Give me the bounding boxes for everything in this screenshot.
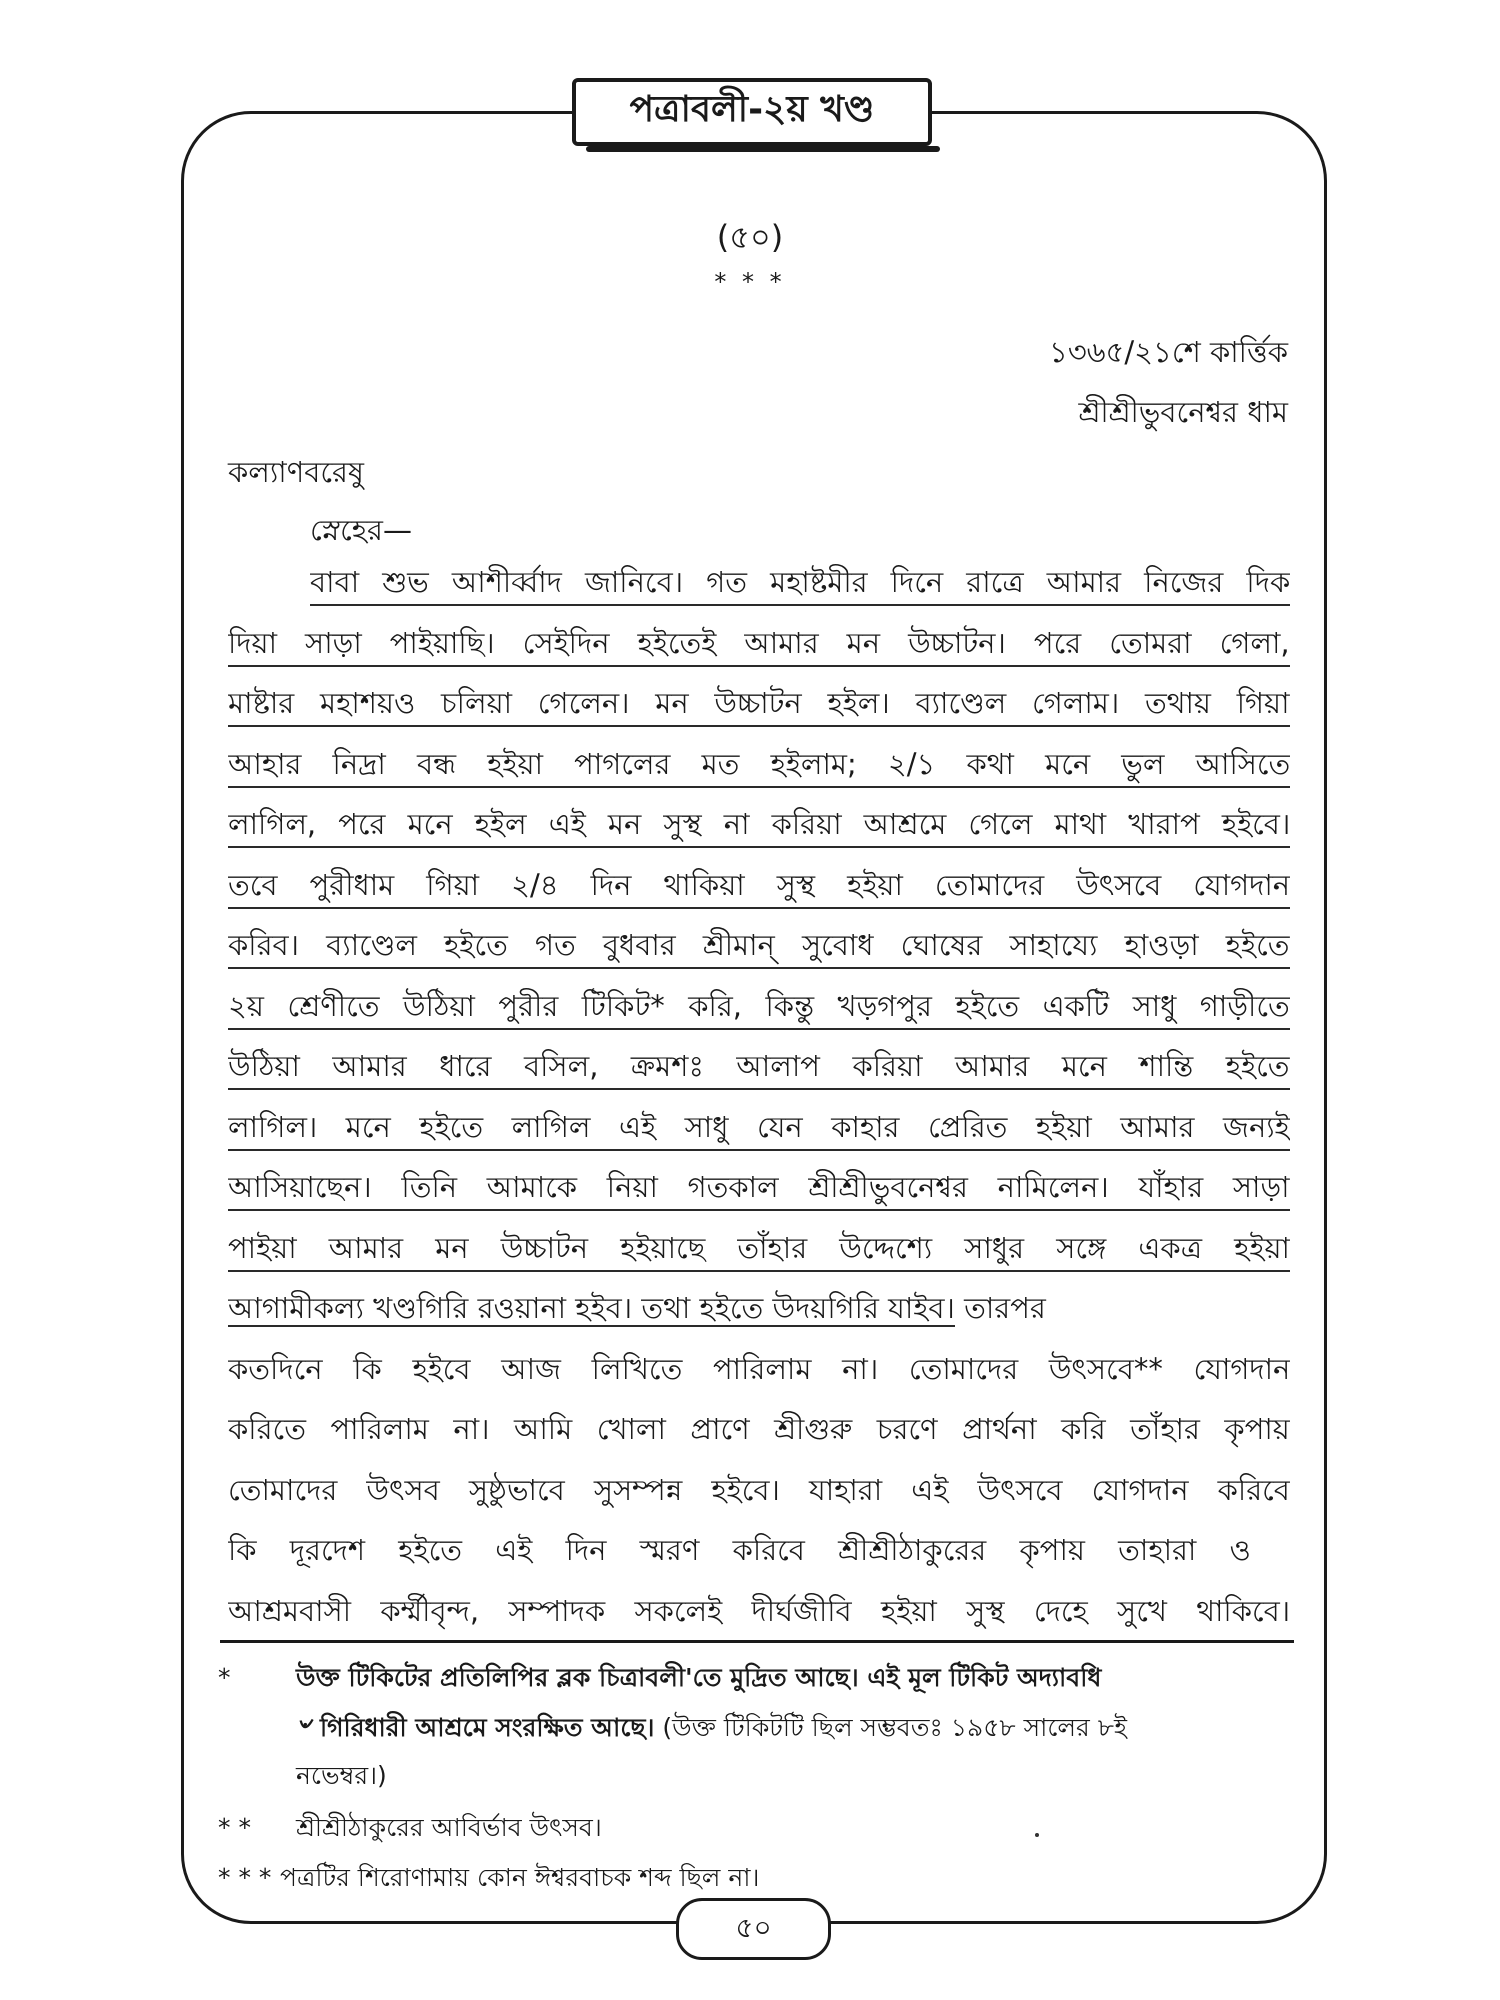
footnote-1-text: (উক্ত টিকিটটি ছিল সম্ভবতঃ ১৯৫৮ সালের ৮ই: [654, 1713, 1127, 1742]
letter-line: [228, 1347, 1290, 1391]
letter-line-text: আশ্রমবাসী কর্ম্মীবৃন্দ, সম্পাদক সকলেই দীর্ঘজীবি হইয়া সুস্থ দেহে সুখে থাকিবে।: [228, 1593, 1290, 1628]
letter-line-text: আহার নিদ্রা বন্ধ হইয়া পাগলের মত হইলাম; ২/১ কথা মনে ভুল আসিতে: [228, 742, 1290, 788]
letter-line: [228, 1286, 1290, 1330]
letter-line-text: উঠিয়া আমার ধারে বসিল, ক্রমশঃ আলাপ করিয়া আমার মনে শান্তি হইতে: [228, 1044, 1290, 1090]
letter-line: [228, 1105, 1290, 1151]
letter-number: (৫০): [716, 218, 784, 256]
letter-line-text: তোমাদের উৎসব সুষ্ঠুভাবে সুসম্পন্ন হইবে। যাহারা এই উৎসবে যোগদান করিবে: [228, 1472, 1290, 1507]
letter-line: [228, 1589, 1290, 1633]
letter-line: [228, 1407, 1290, 1451]
letter-line-text: [228, 1286, 1046, 1330]
footnote-2-text: শ্রীশ্রীঠাকুরের আবির্ভাব উৎসব।: [296, 1813, 602, 1842]
salutation: কল্যাণবরেষু: [228, 455, 364, 489]
footnote-1-mark: *: [218, 1663, 231, 1692]
letter-line-text: তবে পুরীধাম গিয়া ২/৪ দিন থাকিয়া সুস্থ হইয়া তোমাদের উৎসবে যোগদান: [228, 863, 1290, 909]
letter-line: [228, 984, 1290, 1030]
greeting: স্নেহের—: [310, 513, 412, 547]
letter-line-text: দিয়া সাড়া পাইয়াছি। সেইদিন হইতেই আমার মন উচ্চাটন। পরে তোমরা গেলা,: [228, 621, 1290, 667]
letter-line-text: লাগিল, পরে মনে হইল এই মন সুস্থ না করিয়া আশ্রমে গেলে মাথা খারাপ হইবে।: [228, 802, 1290, 848]
underlined-text: আগামীকল্য খণ্ডগিরি রওয়ানা হইব। তথা হইতে উদয়গিরি যাইব।: [228, 1291, 955, 1325]
letter-line: [228, 923, 1290, 969]
letter-line: [228, 1226, 1290, 1272]
letter-stars: * * *: [714, 268, 786, 296]
letter-line-text: ২য় শ্রেণীতে উঠিয়া পুরীর টিকিট* করি, কিন্তু খড়গপুর হইতে একটি সাধু গাড়ীতে: [228, 984, 1290, 1030]
letter-line: [228, 621, 1290, 667]
letter-date: ১৩৬৫/২১শে কার্ত্তিক: [1049, 335, 1288, 369]
letter-line-text: কতদিনে কি হইবে আজ লিখিতে পারিলাম না। তোমাদের উৎসবে** যোগদান: [228, 1351, 1290, 1386]
header-title-text: পত্রাবলী-২য় খণ্ড: [629, 89, 875, 130]
letter-line: [228, 802, 1290, 848]
letter-line: [228, 742, 1290, 788]
letter-line: [228, 1165, 1290, 1211]
speck: [1035, 1833, 1039, 1837]
footnote-1-line-2: [296, 1706, 1127, 1750]
page-number: ৫০: [735, 1910, 772, 1944]
page-number-box: [676, 1898, 831, 1960]
letter-line-text: করিতে পারিলাম না। আমি খোলা প্রাণে শ্রীগুরু চরণে প্রার্থনা করি তাঁহার কৃপায়: [228, 1412, 1290, 1446]
letter-line-text: পাইয়া আমার মন উচ্চাটন হইয়াছে তাঁহার উদ্দেশ্যে সাধুর সঙ্গে একত্র হইয়া: [228, 1226, 1290, 1272]
letter-line: [228, 863, 1290, 909]
letter-line: [228, 1468, 1290, 1512]
letter-place: শ্রীশ্রীভুবনেশ্বর ধাম: [1078, 395, 1288, 429]
letter-line: [228, 1044, 1290, 1090]
footnote-3-mark: * * *: [218, 1863, 272, 1892]
letter-line-text: কি দূরদেশ হইতে এই দিন স্মরণ করিবে শ্রীশ্রীঠাকুরের কৃপায় তাহারা ও: [228, 1533, 1251, 1567]
footnote-rule: [220, 1640, 1294, 1643]
footnote-1-bold: ৺ গিরিধারী আশ্রমে সংরক্ষিত আছে।: [296, 1713, 655, 1742]
letter-line: [310, 560, 1290, 606]
footnote-3-text: পত্রটির শিরোণামায় কোন ঈশ্বরবাচক শব্দ ছিল না।: [280, 1863, 760, 1892]
letter-line-text: লাগিল। মনে হইতে লাগিল এই সাধু যেন কাহার প্রেরিত হইয়া আমার জন্যই: [228, 1105, 1290, 1151]
letter-line-text: করিব। ব্যাণ্ডেল হইতে গত বুধবার শ্রীমান্ সুবোধ ঘোষের সাহায্যে হাওড়া হইতে: [228, 923, 1290, 969]
footnote-2-mark: * *: [218, 1813, 251, 1842]
footnote-1-line-1: উক্ত টিকিটের প্রতিলিপির ব্লক চিত্রাবলী'তে মুদ্রিত আছে। এই মূল টিকিট অদ্যাবধি: [296, 1663, 1102, 1692]
page-header-title: [572, 78, 932, 146]
letter-line-text: বাবা শুভ আশীর্ব্বাদ জানিবে। গত মহাষ্টমীর দিনে রাত্রে আমার নিজের দিক: [310, 560, 1290, 606]
letter-line: [228, 681, 1290, 727]
letter-line: [228, 1528, 1290, 1572]
letter-line-text: আসিয়াছেন। তিনি আমাকে নিয়া গতকাল শ্রীশ্রীভুবনেশ্বর নামিলেন। যাঁহার সাড়া: [228, 1165, 1290, 1211]
footnote-1-line-3: নভেম্বর।): [296, 1761, 387, 1790]
plain-text: তারপর: [954, 1291, 1046, 1325]
letter-line-text: মাষ্টার মহাশয়ও চলিয়া গেলেন। মন উচ্চাটন হইল। ব্যাণ্ডেল গেলাম। তথায় গিয়া: [228, 681, 1290, 727]
